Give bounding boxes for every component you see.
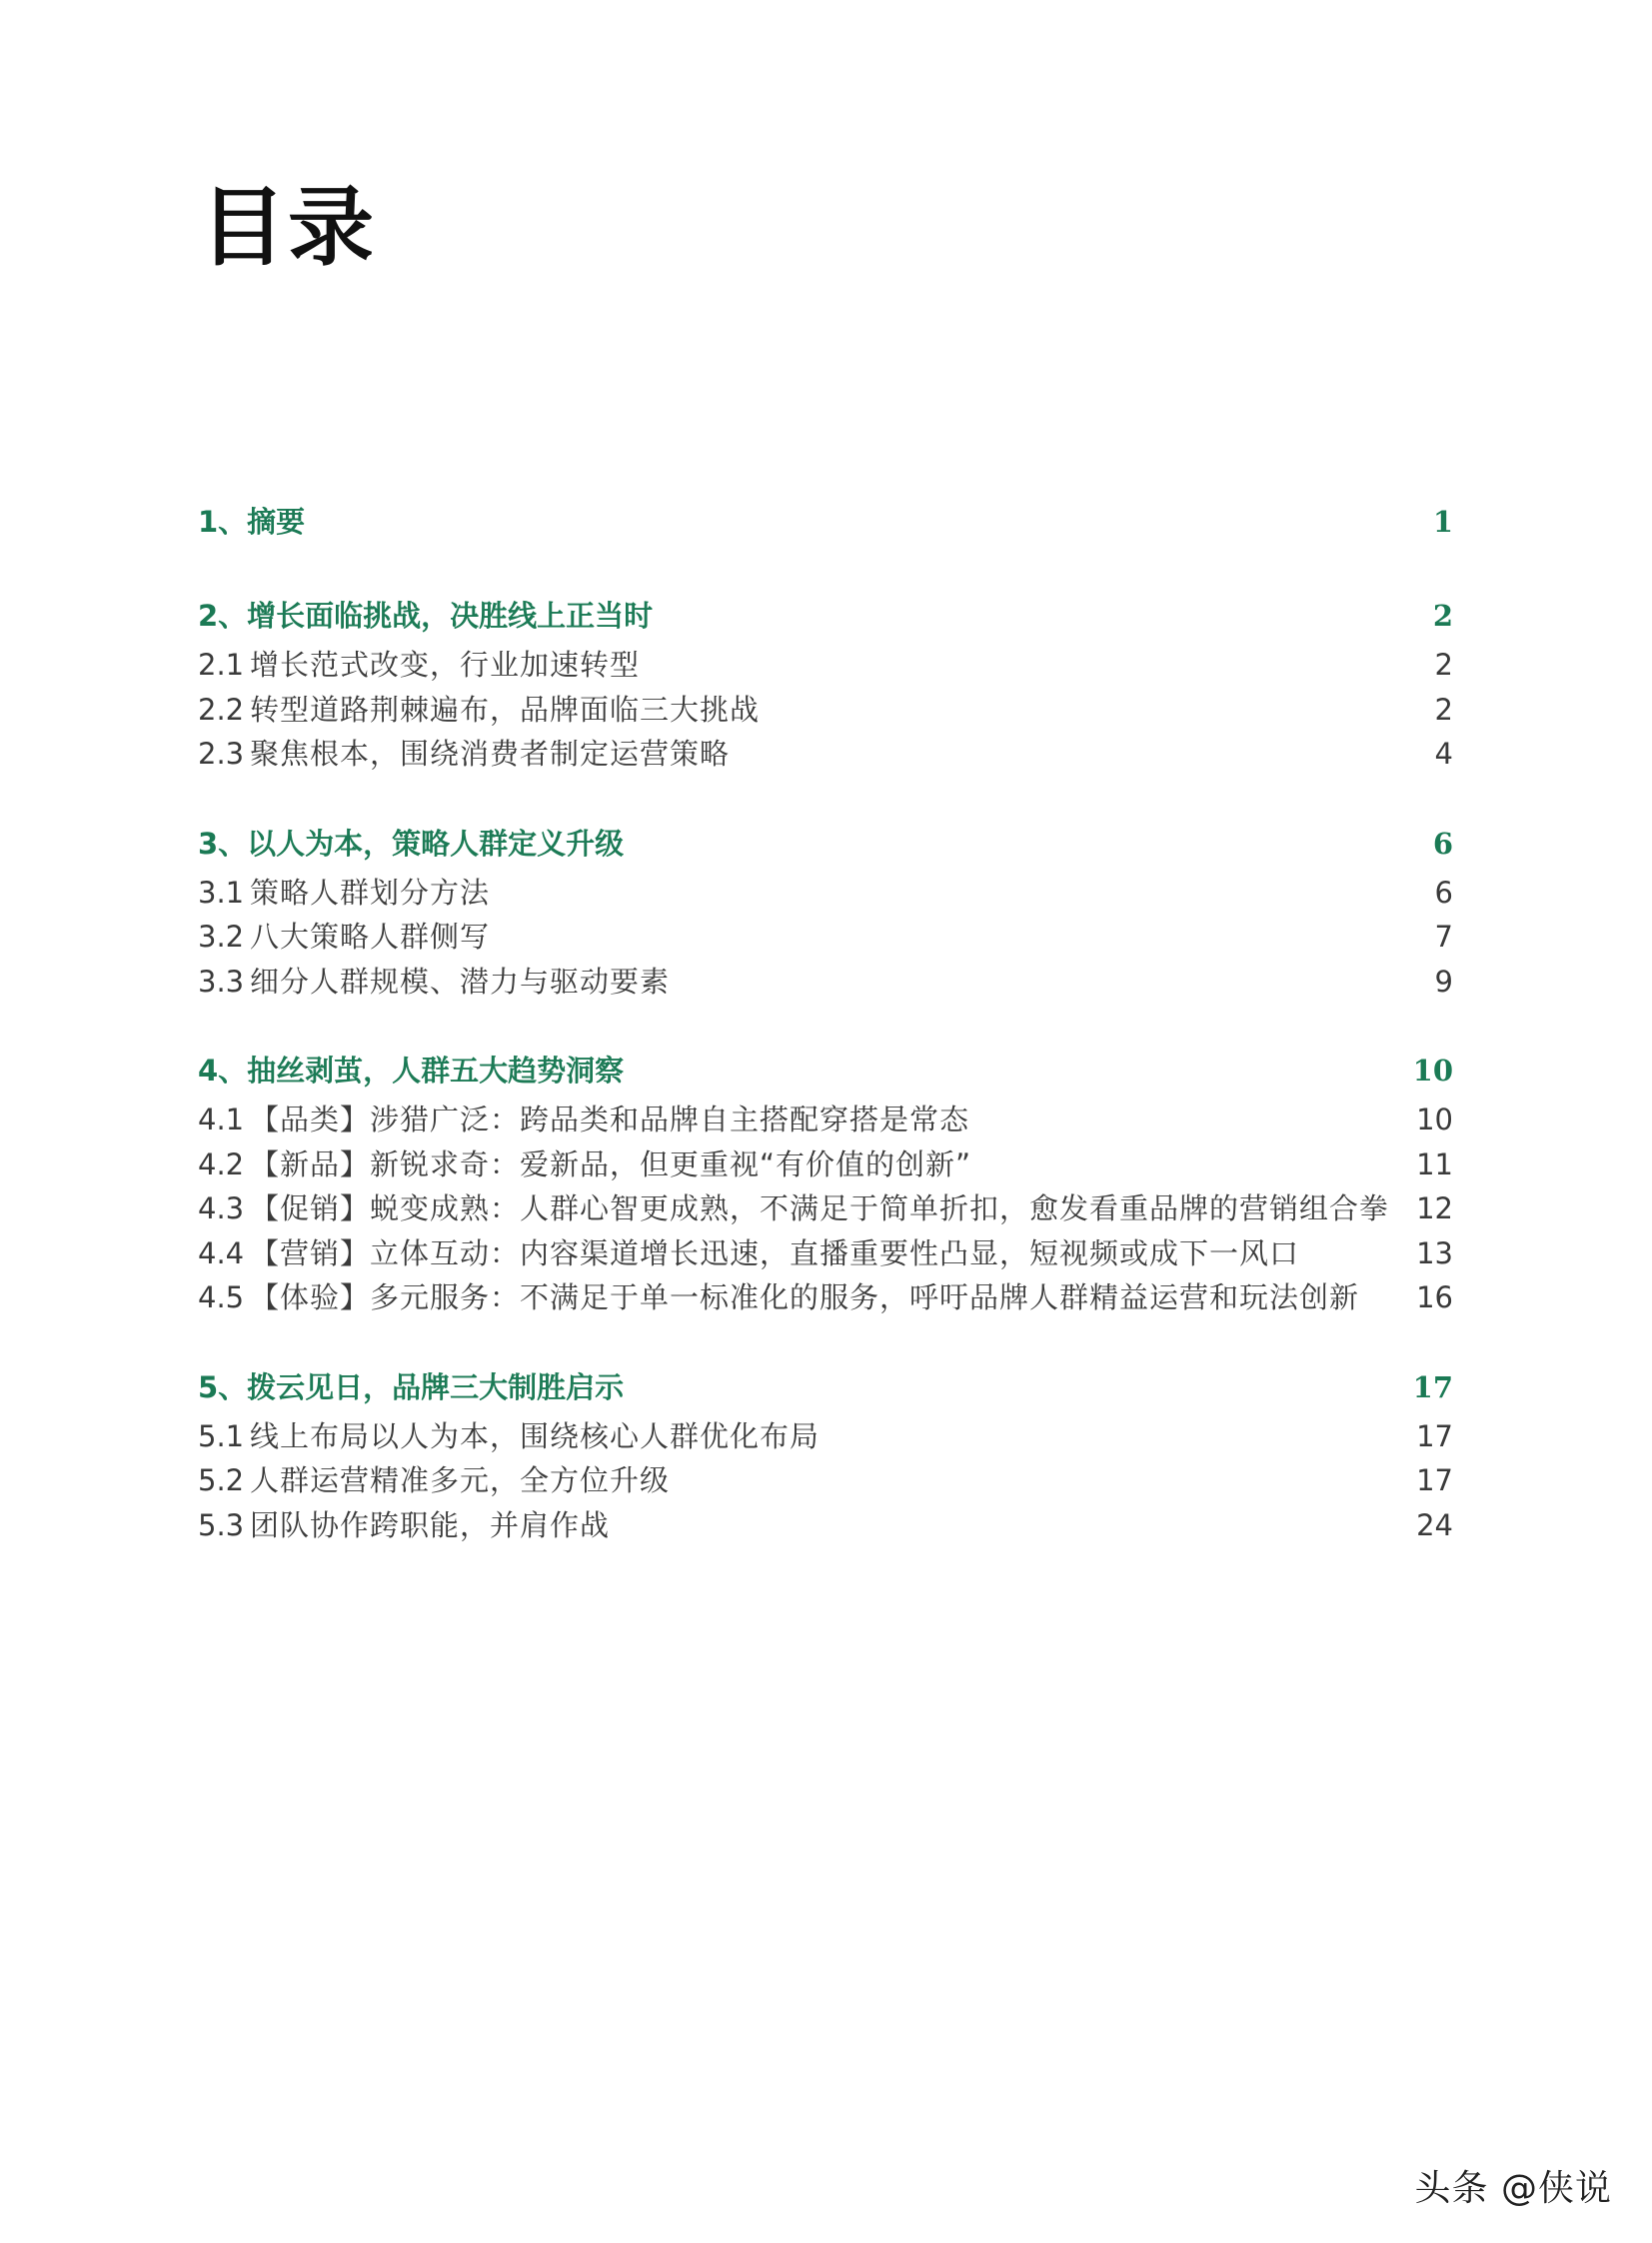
- toc-item-page: 10: [1416, 1103, 1453, 1136]
- toc-item[interactable]: [198, 960, 1453, 1005]
- toc-item-page: 17: [1416, 1463, 1453, 1497]
- toc-item-page: 4: [1434, 737, 1453, 771]
- toc-item[interactable]: [198, 1231, 1453, 1276]
- toc-item-page: 2: [1434, 648, 1453, 682]
- toc-section-label: 2、增长面临挑战，决胜线上正当时: [198, 599, 654, 633]
- toc-item-number: 2.2: [198, 692, 245, 727]
- toc-item-number: 4.1: [198, 1103, 245, 1136]
- toc-item-text: 【品类】涉猎广泛：跨品类和品牌自主搭配穿搭是常态: [250, 1103, 970, 1136]
- toc-section-heading[interactable]: [198, 1360, 1453, 1414]
- toc-item-text: 人群运营精准多元，全方位升级: [250, 1463, 671, 1497]
- toc-item[interactable]: [198, 1142, 1453, 1187]
- toc-section-page: 17: [1412, 1369, 1453, 1404]
- toc-section-5: [198, 1360, 1453, 1548]
- toc-item-number: 2.1: [198, 648, 245, 682]
- toc-item-number: 5.1: [198, 1418, 245, 1453]
- toc-item-text: 转型道路荆棘遍布，品牌面临三大挑战: [250, 692, 761, 727]
- toc-section-page: 1: [1432, 505, 1453, 539]
- toc-item-text: 团队协作跨职能，并肩作战: [250, 1507, 611, 1542]
- toc-item-page: 9: [1434, 964, 1453, 999]
- toc-item-text: 细分人群规模、潜力与驱动要素: [250, 964, 671, 999]
- toc-section-3: [198, 817, 1453, 1005]
- toc-item-number: 4.3: [198, 1191, 245, 1225]
- toc-section-label: 5、拨云见日，品牌三大制胜启示: [198, 1369, 625, 1404]
- toc-item-text: 八大策略人群侧写: [250, 920, 491, 954]
- toc-item[interactable]: [198, 1186, 1453, 1231]
- toc-section-page: 6: [1432, 826, 1453, 861]
- toc-section-page: 10: [1412, 1054, 1453, 1088]
- watermark: 头条 @侠说: [1414, 2168, 1612, 2209]
- toc-section-heading[interactable]: [198, 495, 1453, 549]
- toc-section-heading[interactable]: [198, 589, 1453, 643]
- toc-section-2: [198, 589, 1453, 777]
- toc-item[interactable]: [198, 1458, 1453, 1503]
- toc-item-page: 13: [1416, 1235, 1453, 1270]
- toc-item-number: 3.1: [198, 875, 245, 910]
- toc-item-text: 【新品】新锐求奇：爱新品，但更重视“有价值的创新”: [250, 1146, 972, 1181]
- toc-item[interactable]: [198, 688, 1453, 733]
- toc-section-label: 1、摘要: [198, 505, 306, 539]
- toc-item-page: 12: [1416, 1191, 1453, 1225]
- toc-item-page: 2: [1434, 692, 1453, 727]
- toc-item[interactable]: [198, 1503, 1453, 1548]
- toc-item-text: 策略人群划分方法: [250, 875, 491, 910]
- toc-item[interactable]: [198, 732, 1453, 777]
- toc-section-4: [198, 1044, 1453, 1320]
- toc-item-number: 3.3: [198, 964, 245, 999]
- toc-item[interactable]: [198, 1414, 1453, 1459]
- toc-item-page: 6: [1434, 875, 1453, 910]
- toc-item[interactable]: [198, 643, 1453, 688]
- toc-item-number: 2.3: [198, 737, 245, 771]
- toc-item-page: 11: [1416, 1146, 1453, 1181]
- toc-item-text: 增长范式改变，行业加速转型: [250, 648, 641, 682]
- toc-item[interactable]: [198, 1275, 1453, 1320]
- toc-item-text: 【营销】立体互动：内容渠道增长迅速，直播重要性凸显，短视频或成下一风口: [250, 1235, 1300, 1270]
- toc-item-number: 4.2: [198, 1146, 245, 1181]
- page-title: 目录: [200, 177, 376, 278]
- toc-section-label: 4、抽丝剥茧，人群五大趋势洞察: [198, 1054, 625, 1088]
- toc-item-number: 3.2: [198, 920, 245, 954]
- toc-section-heading[interactable]: [198, 817, 1453, 871]
- toc-item[interactable]: [198, 1098, 1453, 1142]
- toc-item-text: 线上布局以人为本，围绕核心人群优化布局: [250, 1418, 821, 1453]
- toc-item-number: 5.2: [198, 1463, 245, 1497]
- toc-section-heading[interactable]: [198, 1044, 1453, 1098]
- toc-item[interactable]: [198, 915, 1453, 960]
- toc-item-page: 16: [1416, 1280, 1453, 1314]
- toc-item-page: 7: [1434, 920, 1453, 954]
- toc-section-label: 3、以人为本，策略人群定义升级: [198, 826, 625, 861]
- toc-section-page: 2: [1432, 599, 1453, 633]
- toc-item[interactable]: [198, 871, 1453, 916]
- toc-section-1: [198, 495, 1453, 549]
- toc-item-number: 5.3: [198, 1507, 245, 1542]
- toc-item-text: 【促销】蜕变成熟：人群心智更成熟，不满足于简单折扣，愈发看重品牌的营销组合拳: [250, 1191, 1390, 1225]
- toc-item-page: 24: [1416, 1507, 1453, 1542]
- toc-item-text: 聚焦根本，围绕消费者制定运营策略: [250, 737, 731, 771]
- toc-item-number: 4.5: [198, 1280, 245, 1314]
- toc-item-page: 17: [1416, 1418, 1453, 1453]
- toc-item-text: 【体验】多元服务：不满足于单一标准化的服务，呼吁品牌人群精益运营和玩法创新: [250, 1280, 1360, 1314]
- table-of-contents: [198, 495, 1453, 1587]
- toc-item-number: 4.4: [198, 1235, 245, 1270]
